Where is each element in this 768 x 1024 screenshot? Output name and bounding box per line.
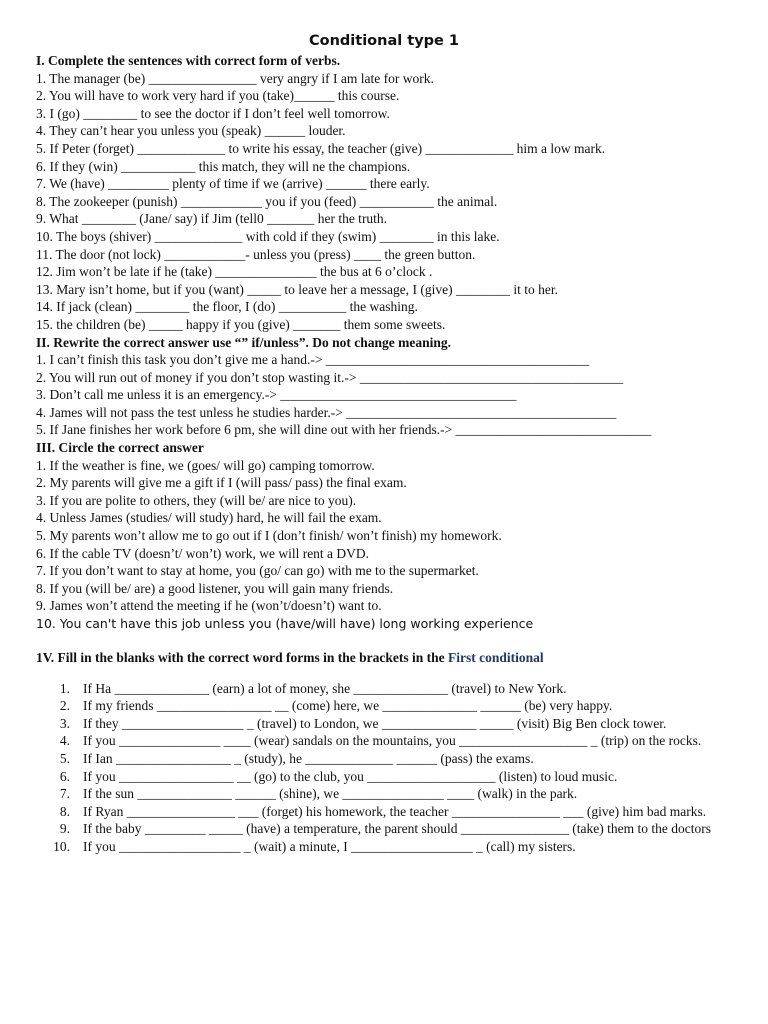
list-item	[36, 803, 736, 821]
list-item	[36, 715, 736, 733]
exercise-item: 7. We (have) _________ plenty of time if we (arrive) ______ there early.	[36, 176, 430, 192]
section-2-list	[36, 351, 736, 439]
exercise-item: 5. If Peter (forget) _____________ to write his essay, the teacher (give) _____________ him a low mark.	[36, 140, 606, 156]
section-3-list	[36, 457, 736, 633]
exercise-item: 3. I (go) ________ to see the doctor if I don’t feel well tomorrow.	[36, 105, 390, 121]
item-number: 6.	[59, 768, 70, 784]
exercise-item: 2. You will have to work very hard if you (take)______ this course.	[36, 88, 400, 104]
item-text: If the baby _________ _____ (have) a temperature, the parent should ________________ (take) them to the doctors	[83, 821, 711, 837]
list-item	[36, 732, 736, 750]
exercise-item: 11. The door (not lock) ____________- unless you (press) ____ the green button.	[36, 246, 476, 262]
exercise-item: 10. The boys (shiver) _____________ with cold if they (swim) ________ in this lake.	[36, 228, 500, 244]
exercise-item: 7. If you don’t want to stay at home, you (go/ can go) with me to the supermarket.	[36, 563, 479, 579]
item-number: 9.	[59, 821, 70, 837]
exercise-item: 9. What ________ (Jane/ say) if Jim (tell0 _______ her the truth.	[36, 211, 388, 227]
item-text: If you __________________ _ (wait) a minute, I __________________ _ (call) my sisters.	[83, 838, 576, 854]
section-4-list	[36, 680, 736, 856]
section-4-heading-text: 1V. Fill in the blanks with the correct word forms in the brackets in the	[36, 649, 448, 665]
section-1-list	[36, 70, 736, 334]
worksheet	[36, 30, 736, 856]
exercise-item: 1. If the weather is fine, we (goes/ will go) camping tomorrow.	[36, 457, 375, 473]
page-title: Conditional type 1	[309, 33, 459, 49]
exercise-item: 4. They can’t hear you unless you (speak) ______ louder.	[36, 123, 346, 139]
item-number: 8.	[59, 803, 70, 819]
item-number: 7.	[59, 786, 70, 802]
item-number: 10.	[53, 838, 70, 854]
item-text: If the sun ______________ ______ (shine), we _______________ ____ (walk) in the park.	[83, 786, 578, 802]
exercise-item: 8. The zookeeper (punish) ____________ you if you (feed) ___________ the animal.	[36, 193, 498, 209]
exercise-item: 4. Unless James (studies/ will study) hard, he will fail the exam.	[36, 510, 382, 526]
list-item	[36, 820, 736, 838]
list-item	[36, 785, 736, 803]
exercise-item: 15. the children (be) _____ happy if you (give) _______ them some sweets.	[36, 316, 446, 332]
section-4-heading	[36, 649, 736, 667]
section-4-heading-accent: First conditional	[448, 649, 544, 665]
exercise-item: 3. If you are polite to others, they (will be/ are nice to you).	[36, 492, 357, 508]
section-3-heading: III. Circle the correct answer	[36, 440, 204, 456]
list-item	[36, 697, 736, 715]
item-text: If Ian _________________ _ (study), he _____________ ______ (pass) the exams.	[83, 750, 534, 766]
item-text: If they __________________ _ (travel) to London, we ______________ _____ (visit) Big Ben clock tower.	[83, 715, 667, 731]
section-1-heading: I. Complete the sentences with correct form of verbs.	[36, 53, 341, 68]
exercise-item: 13. Mary isn’t home, but if you (want) _____ to leave her a message, I (give) ________ it to her.	[36, 281, 559, 297]
exercise-item: 4. James will not pass the test unless he studies harder.-> ________________________________________	[36, 404, 617, 420]
list-item	[36, 680, 736, 698]
exercise-item: 6. If the cable TV (doesn’t/ won’t) work, we will rent a DVD.	[36, 545, 370, 561]
item-number: 5.	[59, 750, 70, 766]
item-text: If Ryan ________________ ___ (forget) his homework, the teacher ________________ ___ (give) him bad marks.	[83, 803, 707, 819]
item-text: If you _______________ ____ (wear) sandals on the mountains, you ___________________ _ (trip) on the rocks.	[83, 733, 702, 749]
item-number: 2.	[59, 698, 70, 714]
item-text: If you _________________ __ (go) to the club, you ___________________ (listen) to loud music.	[83, 768, 618, 784]
item-text: If my friends _________________ __ (come) here, we ______________ ______ (be) very happy.	[83, 698, 613, 714]
item-number: 4.	[59, 733, 70, 749]
list-item	[36, 768, 736, 786]
exercise-item: 1. I can’t finish this task you don’t give me a hand.-> _______________________________________	[36, 352, 590, 368]
exercise-item: 14. If jack (clean) ________ the floor, I (do) __________ the washing.	[36, 299, 418, 315]
item-number: 3.	[59, 715, 70, 731]
list-item	[36, 838, 736, 856]
exercise-item: 9. James won’t attend the meeting if he (won’t/doesn’t) want to.	[36, 598, 382, 614]
exercise-item: 12. Jim won’t be late if he (take) _______________ the bus at 6 o’clock .	[36, 264, 433, 280]
list-item	[36, 750, 736, 768]
item-text: If Ha ______________ (earn) a lot of money, she ______________ (travel) to New York.	[83, 680, 567, 696]
exercise-item: 5. If Jane finishes her work before 6 pm, she will dine out with her friends.-> _____________________________	[36, 422, 652, 438]
section-2-heading: II. Rewrite the correct answer use “” if/unless”. Do not change meaning.	[36, 334, 451, 350]
exercise-item: 2. My parents will give me a gift if I (will pass/ pass) the final exam.	[36, 475, 407, 491]
exercise-item: 1. The manager (be) ________________ very angry if I am late for work.	[36, 70, 434, 86]
exercise-item: 5. My parents won’t allow me to go out if I (don’t finish/ won’t finish) my homework.	[36, 528, 502, 544]
exercise-item: 3. Don’t call me unless it is an emergency.-> ___________________________________	[36, 387, 517, 403]
exercise-item: 8. If you (will be/ are) a good listener, you will gain many friends.	[36, 580, 394, 596]
item-number: 1.	[59, 680, 70, 696]
exercise-item: 10. You can't have this job unless you (have/will have) long working experience	[36, 616, 534, 631]
exercise-item: 2. You will run out of money if you don’t stop wasting it.-> _______________________________________	[36, 369, 624, 385]
exercise-item: 6. If they (win) ___________ this match, they will ne the champions.	[36, 158, 411, 174]
